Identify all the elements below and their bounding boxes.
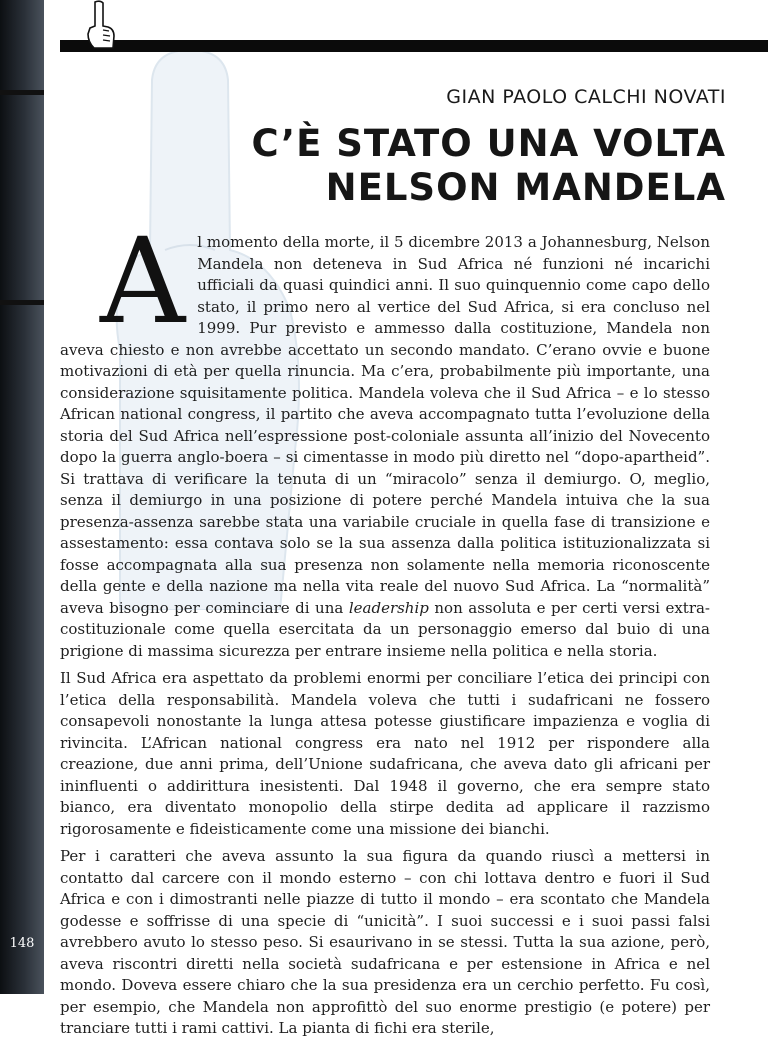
- title-line: C’È STATO UNA VOLTA: [251, 122, 726, 165]
- pointing-finger-icon: [82, 0, 118, 56]
- paragraph: Per i caratteri che aveva assunto la sua figura da quando riuscì a mettersi in contatto dal carcere con il mondo esterno – con chi lottava dentro e fuori il Sud Africa e con i dimostranti nelle piazze di tutto il mondo – era scontato che Mandela godesse e soffrisse di una specie di “unicità”. I suoi successi e i suoi passi falsi avrebbero avuto lo stesso peso. Si esaurivano in se stessi. Tutta la sua azione, però, aveva riscontri diretti nella società sudafricana e per estensione in Africa e nel mondo. Doveva essere chiaro che la sua presidenza era un cerchio perfetto. Fu così, per esempio, che Mandela non approfittò del suo enorme prestigio (e potere) per tranciare tutti i rami cattivi. La pianta di fichi era sterile,: [60, 847, 710, 1037]
- sidebar-band: [0, 300, 44, 305]
- paragraph-text: l momento della morte, il 5 dicembre 2013 a Johannesburg, Nelson Mandela non deteneva in Sud Africa né funzioni né incarichi ufficiali da quasi quindici anni. Il suo quinquennio come capo dello stato, il primo nero al vertice del Sud Africa, si era concluso nel 1999. Pur previsto e ammesso dalla costituzione, Mandela non aveva chiesto e non avrebbe accettato un secondo mandato. C’erano ovvie e buone motivazioni di età per quella rinuncia. Ma c’era, probabilmente più importante, una considerazione squisitamente politica. Mandela voleva che il Sud Africa – e lo stesso African national congress, il partito che aveva accompagnato tutta l’evoluzione della storia del Sud Africa nell’espressione post-coloniale assunta all’inizio del Novecento dopo la guerra anglo-boera – si cimentasse in modo più diretto nel “dopo-apartheid”. Si trattava di verificare la tenuta di un “miracolo” senza il demiurgo. O, meglio, senza il demiurgo in una posizione di potere perché Mandela intuiva che la sua presenza-assenza sarebbe stata una variabile cruciale in quella fase di transizione e assestamento: essa contava solo se la sua assenza dalla politica istituzionalizzata si fosse accompagnata alla sua presenza non solamente nella memoria riconoscente della gente e della nazione ma nella vita reale del nuovo Sud Africa. La “normalità” aveva bisogno per cominciare di una: [60, 233, 710, 617]
- page-number: 148: [9, 936, 35, 951]
- article-body: [60, 212, 710, 1046]
- page-sidebar: [0, 0, 44, 994]
- article-author: GIAN PAOLO CALCHI NOVATI: [446, 86, 726, 108]
- paragraph-text: non assoluta e per certi versi extra-costituzionale come quella esercitata da un personaggio emerso dal buio di una prigione di massima sicurezza per entrare insieme nella politica e nella storia.: [60, 598, 710, 660]
- paragraph: [60, 212, 710, 662]
- title-line: NELSON MANDELA: [325, 166, 726, 209]
- paragraph: Il Sud Africa era aspettato da problemi enormi per conciliare l’etica dei principi con l’etica della responsabilità. Mandela voleva che tutti i sudafricani ne fossero consapevoli nonostante la lunga attesa potesse giustificare impazienza e voglia di rivincita. L’African national congress era nato nel 1912 per rispondere alla creazione, due anni prima, dell’Unione sudafricana, che aveva dato gli africani per ininfluenti o addirittura inesistenti. Dal 1948 il governo, che era sempre stato bianco, era diventato monopolio della stirpe dedita ad applicare il razzismo rigorosamente e fideisticamente come una missione dei bianchi.: [60, 669, 710, 838]
- top-rule: [60, 40, 768, 52]
- drop-cap: A: [100, 212, 186, 350]
- sidebar-band: [0, 90, 44, 95]
- article-title: [252, 122, 727, 210]
- italic-term: leadership: [348, 598, 429, 617]
